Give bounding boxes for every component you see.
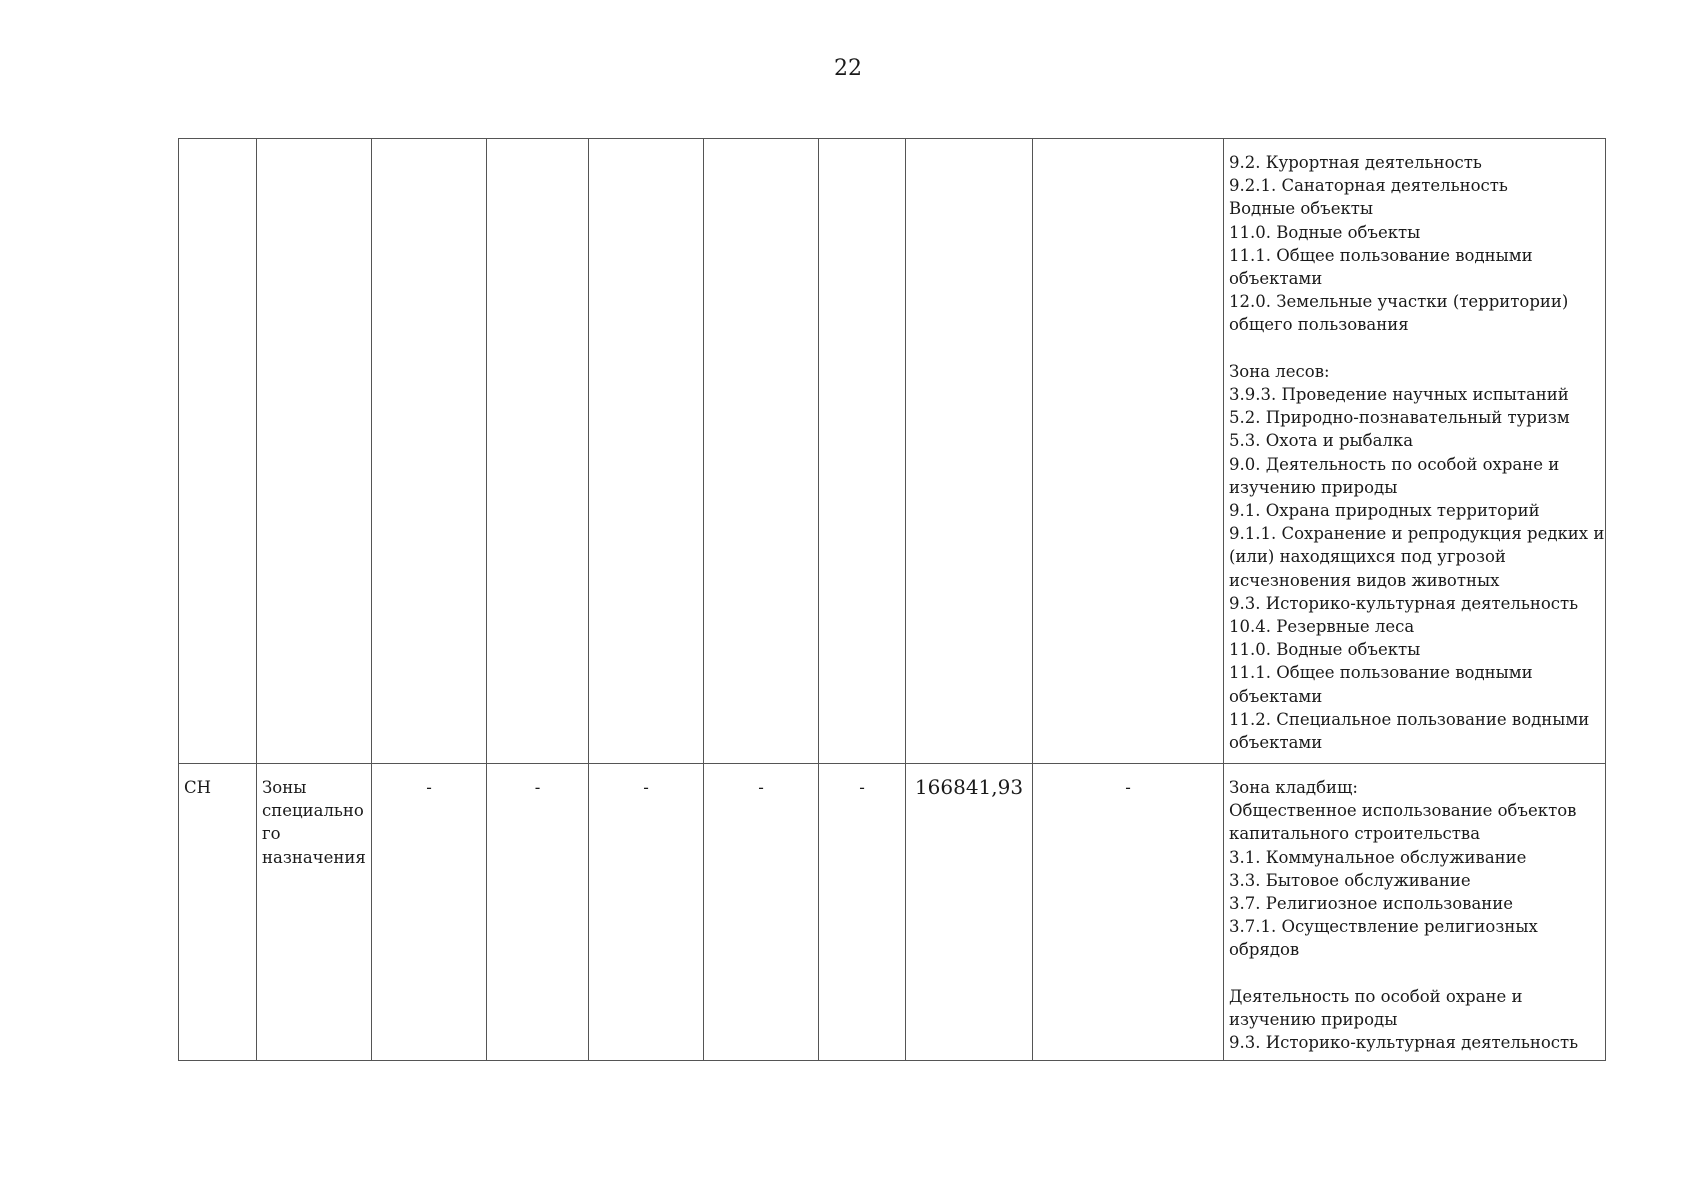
use-line: объектами — [1229, 269, 1323, 289]
value-cell: - — [589, 764, 704, 1061]
value-cell — [1033, 139, 1224, 764]
use-line: общего пользования — [1229, 315, 1409, 335]
value-cell: - — [487, 764, 589, 1061]
use-line: 11.1. Общее пользование водными — [1229, 245, 1533, 265]
use-line: 11.0. Водные объекты — [1229, 222, 1421, 242]
use-line: 9.1. Охрана природных территорий — [1229, 501, 1540, 521]
use-line: 3.9.3. Проведение научных испытаний — [1229, 385, 1569, 405]
use-line: 9.1.1. Сохранение и репродукция редких и — [1229, 524, 1605, 544]
use-line: объектами — [1229, 686, 1323, 706]
use-line: 11.2. Специальное пользование водными — [1229, 709, 1590, 729]
use-line: 3.3. Бытовое обслуживание — [1229, 870, 1471, 890]
use-line: 9.3. Историко-культурная деятельность — [1229, 1033, 1579, 1053]
use-line: (или) находящихся под угрозой — [1229, 547, 1506, 567]
use-line: объектами — [1229, 733, 1323, 753]
use-line: 9.2.1. Санаторная деятельность — [1229, 176, 1508, 196]
use-line: 3.7.1. Осуществление религиозных — [1229, 917, 1538, 937]
use-line: исчезновения видов животных — [1229, 570, 1500, 590]
use-line: 10.4. Резервные леса — [1229, 617, 1415, 637]
permitted-uses-cell — [1224, 764, 1606, 1061]
use-line: Зона лесов: — [1229, 361, 1330, 381]
value-cell: - — [704, 764, 819, 1061]
use-line: Деятельность по особой охране и — [1229, 986, 1523, 1006]
value-cell — [819, 139, 906, 764]
value-cell — [906, 139, 1033, 764]
blank-line — [1229, 962, 1600, 985]
zone-name-cell — [257, 139, 372, 764]
use-line: Общественное использование объектов — [1229, 801, 1577, 821]
zone-name-cell — [257, 764, 372, 1061]
permitted-uses-cell — [1224, 139, 1606, 764]
zones-table — [178, 138, 1606, 1061]
use-line: изучению природы — [1229, 1010, 1398, 1030]
value-cell: - — [819, 764, 906, 1061]
use-line: капитального строительства — [1229, 824, 1481, 844]
blank-line — [1229, 337, 1600, 360]
use-line: 3.1. Коммунальное обслуживание — [1229, 847, 1527, 867]
use-line: Водные объекты — [1229, 199, 1374, 219]
value-cell — [704, 139, 819, 764]
value-cell — [487, 139, 589, 764]
page-number: 22 — [834, 56, 862, 81]
use-line: 12.0. Земельные участки (территории) — [1229, 292, 1569, 312]
use-line: изучению природы — [1229, 477, 1398, 497]
use-line: 3.7. Религиозное использование — [1229, 894, 1514, 914]
value-cell — [589, 139, 704, 764]
use-line: 11.1. Общее пользование водными — [1229, 663, 1533, 683]
use-line: 9.2. Курортная деятельность — [1229, 153, 1482, 172]
value-cell: - — [1033, 764, 1224, 1061]
zone-name-line: го — [262, 824, 281, 844]
value-cell — [372, 139, 487, 764]
use-line: 5.3. Охота и рыбалка — [1229, 431, 1414, 451]
use-line: обрядов — [1229, 940, 1300, 960]
zone-name-line: назначения — [262, 847, 366, 867]
zone-name-line: Зоны — [262, 778, 307, 797]
use-line: 9.3. Историко-культурная деятельность — [1229, 593, 1579, 613]
area-value-cell: 166841,93 — [906, 764, 1033, 1061]
use-line: 11.0. Водные объекты — [1229, 640, 1421, 660]
zone-code-cell: СН — [179, 764, 257, 1061]
table-row — [179, 139, 1606, 764]
table-row — [179, 764, 1606, 1061]
use-line: 5.2. Природно-познавательный туризм — [1229, 408, 1570, 428]
zone-code-cell — [179, 139, 257, 764]
use-line: Зона кладбищ: — [1229, 778, 1358, 797]
zone-name-line: специально — [262, 801, 364, 821]
use-line: 9.0. Деятельность по особой охране и — [1229, 454, 1560, 474]
value-cell: - — [372, 764, 487, 1061]
